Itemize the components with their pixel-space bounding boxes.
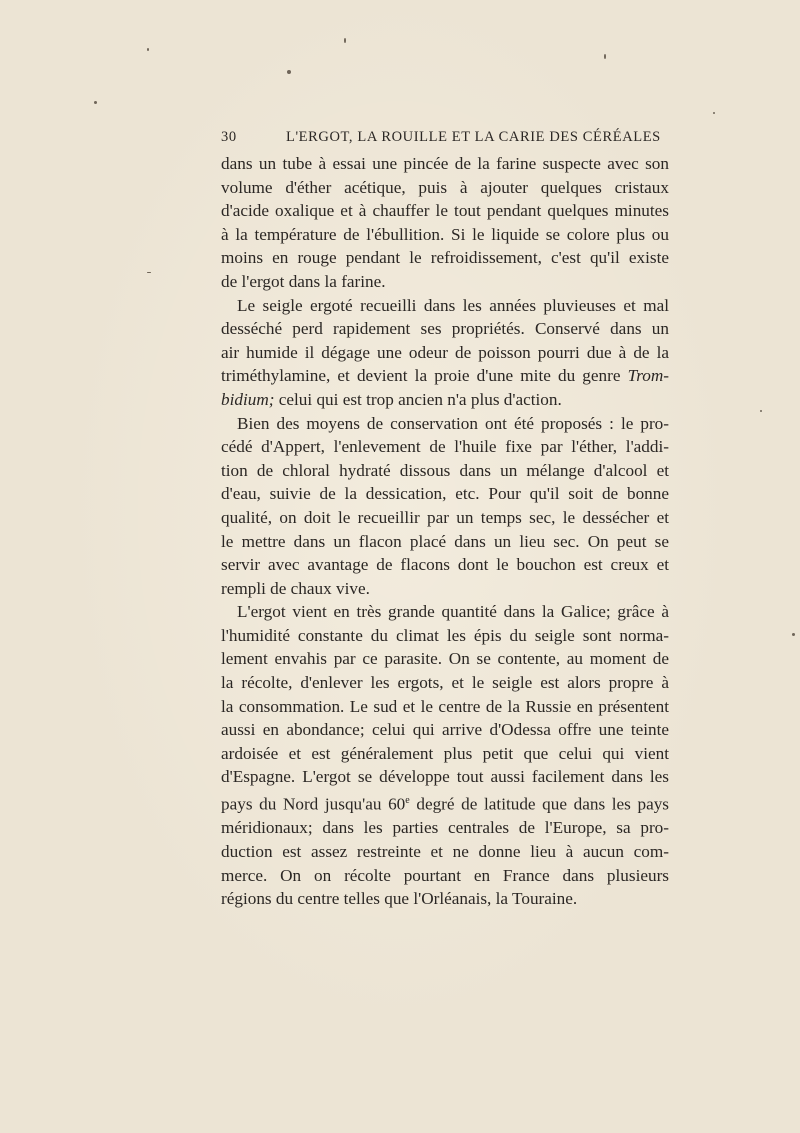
text-line: Le seigle ergoté recueilli dans les années pluvieuses et mal bbox=[237, 295, 669, 315]
text-line: régions du centre telles que l'Orléanais, la Touraine. bbox=[221, 889, 578, 909]
page-number: 30 bbox=[221, 129, 237, 145]
text-line: L'ergot vient en très grande quantité dans la Galice; grâce à bbox=[237, 602, 669, 622]
text-line: d'acide oxalique et à chauffer le tout pendant quelques minutes bbox=[221, 201, 669, 221]
paper-speck bbox=[713, 112, 715, 114]
text-line: lement envahis par ce parasite. On se contente, au moment de bbox=[221, 649, 669, 669]
paper-speck bbox=[94, 101, 97, 104]
paragraph bbox=[221, 412, 669, 601]
text-line: bidium; celui qui est trop ancien n'a plus d'action. bbox=[221, 389, 562, 409]
text-line: moins en rouge pendant le refroidissement, c'est qu'il existe bbox=[221, 248, 669, 268]
paragraph bbox=[221, 152, 669, 294]
text-line: triméthylamine, et devient la proie d'une mite du genre Trom- bbox=[221, 366, 669, 386]
body-text bbox=[221, 152, 669, 911]
text-line: l'humidité constante du climat les épis du seigle sont norma- bbox=[221, 625, 669, 645]
running-header bbox=[221, 129, 669, 149]
paper-speck bbox=[792, 633, 795, 636]
text-line: le mettre dans un flacon placé dans un lieu sec. On peut se bbox=[221, 531, 669, 551]
text-line: à la température de l'ébullition. Si le liquide se colore plus ou bbox=[221, 224, 669, 244]
text-line: ardoisée et est généralement plus petit que celui qui vient bbox=[221, 743, 669, 763]
text-line: desséché perd rapidement ses propriétés. Conservé dans un bbox=[221, 319, 669, 339]
text-line: la consommation. Le sud et le centre de la Russie en présentent bbox=[221, 696, 669, 716]
text-line: d'Espagne. L'ergot se développe tout aussi facilement dans les bbox=[221, 767, 669, 787]
text-line: Bien des moyens de conservation ont été proposés : le pro- bbox=[237, 413, 669, 433]
text-line: la récolte, d'enlever les ergots, et le seigle est alors propre à bbox=[221, 673, 669, 693]
paper-speck bbox=[147, 48, 149, 51]
text-line: méridionaux; dans les parties centrales de l'Europe, sa pro- bbox=[221, 818, 669, 838]
text-line: air humide il dégage une odeur de poisson pourri due à de la bbox=[221, 342, 669, 362]
paper-speck bbox=[344, 38, 346, 43]
text-line: merce. On on récolte pourtant en France dans plusieurs bbox=[221, 865, 669, 885]
paper-speck bbox=[760, 410, 762, 412]
text-line: volume d'éther acétique, puis à ajouter quelques cristaux bbox=[221, 177, 669, 197]
paragraph bbox=[221, 600, 669, 910]
text-line: qualité, on doit le recueillir par un temps sec, le dessécher et bbox=[221, 507, 669, 527]
text-line: tion de chloral hydraté dissous dans un mélange d'alcool et bbox=[221, 460, 669, 480]
text-line: d'eau, suivie de la dessication, etc. Pour qu'il soit de bonne bbox=[221, 484, 669, 504]
text-line: cédé d'Appert, l'enlevement de l'huile fixe par l'éther, l'addi- bbox=[221, 437, 669, 457]
text-line: dans un tube à essai une pincée de la farine suspecte avec son bbox=[221, 154, 669, 173]
paper-speck bbox=[604, 54, 606, 59]
text-line: servir avec avantage de flacons dont le bouchon est creux et bbox=[221, 555, 669, 575]
running-title: L'ERGOT, LA ROUILLE ET LA CARIE DES CÉRÉALES bbox=[286, 129, 661, 145]
text-line: pays du Nord jusqu'au 60e degré de latitude que dans les pays bbox=[221, 794, 669, 814]
text-line: aussi en abondance; celui qui arrive d'Odessa offre une teinte bbox=[221, 720, 669, 740]
text-line: rempli de chaux vive. bbox=[221, 578, 370, 598]
paper-speck bbox=[287, 70, 291, 74]
paragraph bbox=[221, 294, 669, 412]
text-line: de l'ergot dans la farine. bbox=[221, 271, 386, 291]
paper-speck bbox=[147, 272, 151, 273]
text-line: duction est assez restreinte et ne donne lieu à aucun com- bbox=[221, 841, 669, 861]
